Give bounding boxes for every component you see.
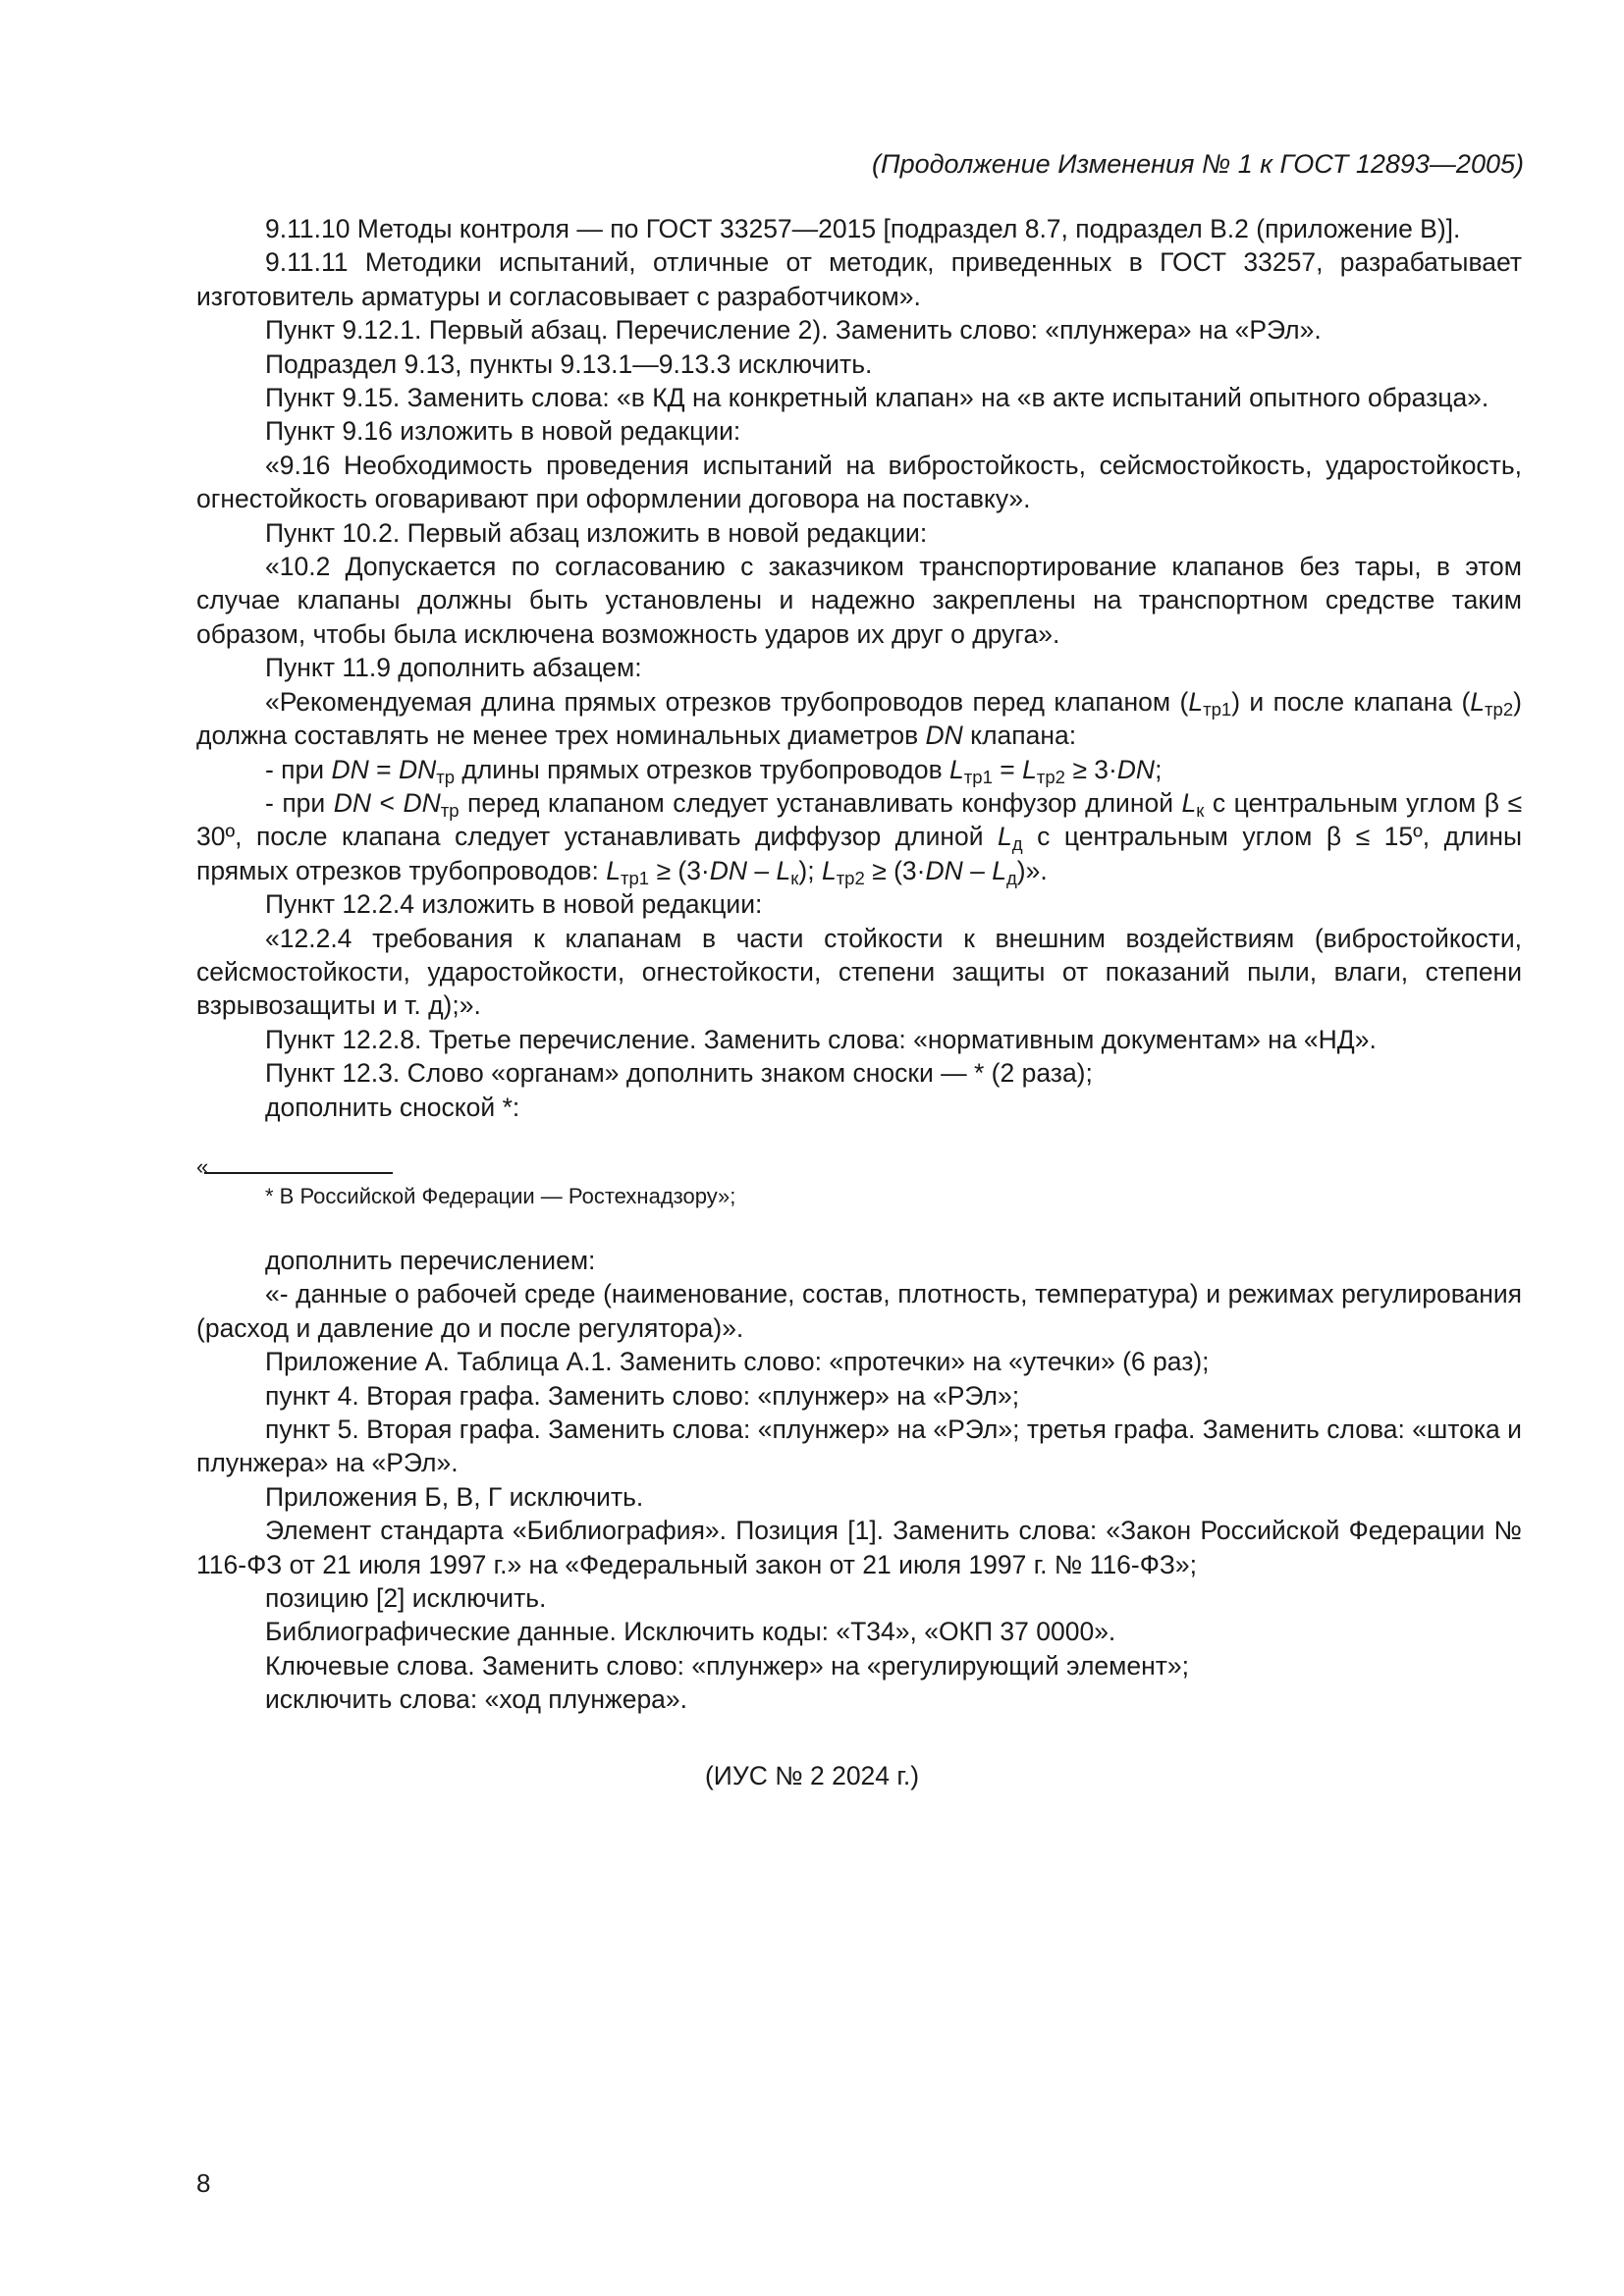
paragraph: Подраздел 9.13, пункты 9.13.1—9.13.3 исключить. [265, 348, 873, 379]
paragraph: Библиографические данные. Исключить коды: «Т34», «ОКП 37 0000». [265, 1617, 1116, 1647]
paragraph: пункт 4. Вторая графа. Заменить слово: «плунжер» на «РЭл»; [265, 1380, 1020, 1411]
text-run: ; [1155, 754, 1163, 784]
subscript: тр1 [620, 867, 650, 888]
symbol-L: L [998, 822, 1012, 852]
text-run: ) и после клапана ( [1231, 686, 1471, 717]
symbol-DN: DN [398, 754, 437, 784]
paragraph: Приложение А. Таблица А.1. Заменить слово: «протечки» на «утечки» (6 раз); [265, 1347, 1210, 1377]
symbol-DN: DN [403, 787, 441, 818]
paragraph: 9.11.11 Методики испытаний, отличные от методик, приведенных в ГОСТ 33257, разрабатывает изготовитель арматуры и согласовывает с разработчиком». [196, 247, 1522, 311]
symbol-L: L [1188, 686, 1204, 717]
symbol-L: L [1181, 787, 1197, 818]
footnote-open-quote: « [196, 1154, 209, 1179]
symbol-DN: DN [333, 787, 371, 818]
paragraph: Пункт 9.12.1. Первый абзац. Перечисление 2). Заменить слово: «плунжера» на «РЭл». [265, 315, 1322, 346]
subscript: тр [440, 799, 460, 821]
text-run: перед клапаном следует устанавливать конфузор длиной [459, 787, 1182, 818]
subscript: тр2 [1036, 766, 1065, 787]
paragraph: Пункт 9.16 изложить в новой редакции: [265, 416, 741, 447]
continuation-header: (Продолжение Изменения № 1 к ГОСТ 12893—2005) [872, 149, 1524, 179]
paragraph: Пункт 11.9 дополнить абзацем: [265, 653, 642, 683]
symbol-L: L [992, 855, 1006, 885]
text-run: – [747, 855, 777, 885]
text-run: )». [1016, 855, 1048, 885]
subscript: тр [436, 766, 456, 787]
paragraph: Приложения Б, В, Г исключить. [265, 1481, 644, 1512]
text-run: = [992, 754, 1023, 784]
paragraph: позицию [2] исключить. [265, 1583, 547, 1614]
text-run: с центральным углом β ≤ 30º, после клапана следует устанавливать диффузор длиной [196, 787, 1522, 852]
text-run: ≥ (3· [864, 855, 926, 885]
paragraph: Элемент стандарта «Библиография». Позиция [1]. Заменить слова: «Закон Российской Федерации № 116-ФЗ от 21 июля 1997 г.» на «Федеральный закон от 21 июля 1997 г. № 116-ФЗ»; [196, 1516, 1522, 1579]
subscript: к [1196, 799, 1205, 821]
text-run: – [962, 855, 993, 885]
text-run: с центральным углом β ≤ 15º, длины прямых отрезков трубопроводов: [196, 822, 1523, 885]
text-run: ) должна составлять не менее трех номинальных диаметров [196, 686, 1522, 751]
paragraph: Пункт 12.2.8. Третье перечисление. Заменить слова: «нормативным документам» на «НД». [265, 1024, 1377, 1054]
page-number: 8 [196, 2168, 211, 2198]
footnote-text: * В Российской Федерации — Ростехнадзору»; [265, 1184, 736, 1208]
main-text-continued [196, 1244, 1522, 1717]
symbol-DN: DN [925, 855, 963, 885]
symbol-DN: DN [331, 754, 369, 784]
symbol-L: L [821, 855, 837, 885]
footnote-rule [204, 1172, 393, 1174]
paragraph: «10.2 Допускается по согласованию с заказчиком транспортирование клапанов без тары, в этом случае клапаны должны быть установлены и надежно закреплены на транспортном средстве таким образом, чтобы была исключена возможность ударов их друг о друга». [196, 552, 1522, 649]
paragraph: «12.2.4 требования к клапанам в части стойкости к внешним воздействиям (вибростойкости, сейсмостойкости, ударостойкости, огнестойкости, степени защиты от показаний пыли, влаги, степени взрывозащиты и т. д);». [196, 923, 1522, 1021]
paragraph: Ключевые слова. Заменить слово: «плунжер» на «регулирующий элемент»; [265, 1650, 1189, 1681]
paragraph: дополнить перечислением: [265, 1246, 596, 1275]
symbol-L: L [606, 855, 621, 885]
paragraph: Пункт 12.2.4 изложить в новой редакции: [265, 889, 763, 920]
symbol-DN: DN [709, 855, 748, 885]
subscript: д [1011, 833, 1023, 855]
ius-reference: (ИУС № 2 2024 г.) [704, 1761, 920, 1790]
symbol-L: L [1022, 754, 1037, 784]
subscript: тр1 [963, 766, 993, 787]
text-run: ≥ 3· [1064, 754, 1117, 784]
text-run: ≥ (3· [649, 855, 710, 885]
symbol-L: L [776, 855, 791, 885]
symbol-DN: DN [925, 721, 963, 751]
text-run: - при [265, 787, 334, 818]
subscript: тр2 [1485, 698, 1514, 720]
symbol-L: L [949, 754, 964, 784]
text-run: < [371, 787, 404, 818]
subscript: д [1005, 867, 1017, 888]
paragraph: Пункт 10.2. Первый абзац изложить в новой редакции: [265, 517, 928, 548]
formula-paragraph-equal [196, 753, 1522, 786]
text-run: - при [265, 754, 332, 784]
paragraph: дополнить сноской *: [265, 1092, 520, 1122]
formula-paragraph-less [196, 786, 1522, 887]
paragraph: Пункт 12.3. Слово «органам» дополнить знаком сноски — * (2 раза); [265, 1058, 1093, 1089]
text-run: длины прямых отрезков трубопроводов [455, 754, 950, 784]
paragraph: пункт 5. Вторая графа. Заменить слова: «плунжер» на «РЭл»; третья графа. Заменить слова: «штока и плунжера» на «РЭл». [196, 1415, 1522, 1478]
symbol-L: L [1470, 686, 1486, 717]
text-run: «Рекомендуемая длина прямых отрезков трубопроводов перед клапаном ( [265, 686, 1189, 717]
paragraph: 9.11.10 Методы контроля — по ГОСТ 33257—2015 [подраздел 8.7, подраздел В.2 (приложение В)]. [265, 214, 1461, 243]
paragraph: «- данные о рабочей среде (наименование, состав, плотность, температура) и режимах регулирования (расход и давление до и после регулятора)». [196, 1279, 1522, 1343]
main-text [196, 212, 1522, 1124]
subscript: к [790, 867, 799, 888]
symbol-DN: DN [1116, 754, 1156, 784]
paragraph: исключить слова: «ход плунжера». [265, 1684, 688, 1715]
paragraph: Пункт 9.15. Заменить слова: «в КД на конкретный клапан» на «в акте испытаний опытного образца». [265, 383, 1489, 413]
text-run: ); [798, 855, 822, 885]
text-run: = [368, 754, 399, 784]
text-run: клапана: [962, 721, 1077, 751]
formula-paragraph-lengths [196, 685, 1522, 753]
subscript: тр1 [1203, 698, 1232, 720]
subscript: тр2 [836, 867, 865, 888]
paragraph: «9.16 Необходимость проведения испытаний на вибростойкость, сейсмостойкость, ударостойкость, огнестойкость оговаривают при оформлении договора на поставку». [196, 450, 1522, 514]
